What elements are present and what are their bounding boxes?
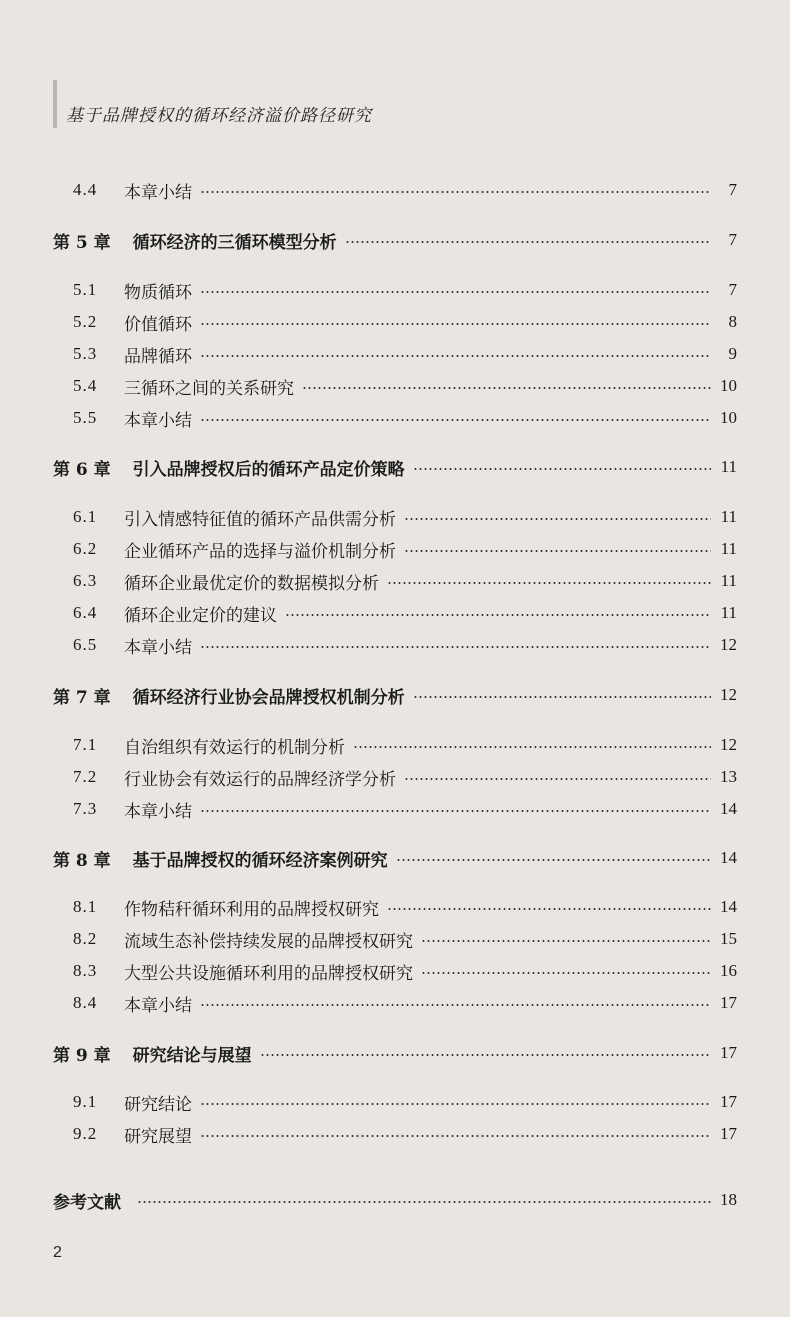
toc-title: 企业循环产品的选择与溢价机制分析 <box>124 541 396 562</box>
toc-page: 7 <box>728 230 737 249</box>
toc-entry-5-4[interactable] <box>0 372 790 400</box>
toc-chapter-5[interactable] <box>0 226 790 254</box>
toc-entry-8-3[interactable] <box>0 957 790 985</box>
leader-dots <box>421 940 711 942</box>
toc-number: 7.3 <box>73 799 98 818</box>
leader-dots <box>353 746 711 748</box>
toc-entry-5-3[interactable] <box>0 340 790 368</box>
toc-page: 11 <box>720 457 737 476</box>
toc-references[interactable] <box>0 1186 790 1214</box>
toc-title: 引入情感特征值的循环产品供需分析 <box>124 509 396 530</box>
toc-chapter-8[interactable] <box>0 844 790 872</box>
toc-entry-6-5[interactable] <box>0 631 790 659</box>
toc-number: 8.1 <box>73 897 98 916</box>
leader-dots <box>200 419 711 421</box>
toc-entry-5-1[interactable] <box>0 276 790 304</box>
toc-page: 9 <box>728 344 737 363</box>
toc-page: 12 <box>720 735 737 754</box>
toc-entry-6-3[interactable] <box>0 567 790 595</box>
toc-number: 8.3 <box>73 961 98 980</box>
toc-title: 本章小结 <box>124 801 192 822</box>
toc-page: 11 <box>720 571 737 590</box>
chapter-label: 第 9 章 <box>53 1045 111 1066</box>
toc-page: 7 <box>728 280 737 299</box>
toc-title: 行业协会有效运行的品牌经济学分析 <box>124 769 396 790</box>
toc-title: 研究展望 <box>124 1126 192 1147</box>
toc-title: 三循环之间的关系研究 <box>124 378 294 399</box>
toc-entry-6-4[interactable] <box>0 599 790 627</box>
toc-title: 循环企业定价的建议 <box>124 605 277 626</box>
leader-dots <box>413 696 711 698</box>
toc-number: 9.2 <box>73 1124 98 1143</box>
toc-page: 11 <box>720 603 737 622</box>
toc-number: 6.2 <box>73 539 98 558</box>
toc-page: 8 <box>728 312 737 331</box>
leader-dots <box>200 1004 711 1006</box>
toc-number: 7.2 <box>73 767 98 786</box>
toc-chapter-7[interactable] <box>0 681 790 709</box>
toc-entry-9-1[interactable] <box>0 1088 790 1116</box>
toc-number: 8.2 <box>73 929 98 948</box>
leader-dots <box>200 191 711 193</box>
toc-page: 11 <box>720 539 737 558</box>
toc-title: 流域生态补偿持续发展的品牌授权研究 <box>124 931 413 952</box>
toc-number: 5.5 <box>73 408 98 427</box>
toc-page: 12 <box>720 635 737 654</box>
toc-entry-6-2[interactable] <box>0 535 790 563</box>
leader-dots <box>387 908 711 910</box>
toc-number: 5.2 <box>73 312 98 331</box>
toc-title: 本章小结 <box>124 637 192 658</box>
toc-entry-8-1[interactable] <box>0 893 790 921</box>
toc-number: 6.5 <box>73 635 98 654</box>
toc-number: 6.4 <box>73 603 98 622</box>
leader-dots <box>200 1103 711 1105</box>
toc-number: 9.1 <box>73 1092 98 1111</box>
toc-chapter-9[interactable] <box>0 1039 790 1067</box>
toc-title: 作物秸秆循环利用的品牌授权研究 <box>124 899 379 920</box>
toc-number: 6.3 <box>73 571 98 590</box>
toc-entry-7-2[interactable] <box>0 763 790 791</box>
leader-dots <box>396 859 711 861</box>
leader-dots <box>413 468 711 470</box>
leader-dots <box>302 387 711 389</box>
toc-page: 13 <box>720 767 737 786</box>
chapter-label: 第 5 章 <box>53 232 111 253</box>
toc-page: 10 <box>720 408 737 427</box>
leader-dots <box>200 646 711 648</box>
leader-dots <box>200 1135 711 1137</box>
toc-title: 本章小结 <box>124 182 192 203</box>
leader-dots <box>404 778 711 780</box>
chapter-label: 第 7 章 <box>53 687 111 708</box>
toc-page: 12 <box>720 685 737 704</box>
leader-dots <box>260 1054 711 1056</box>
chapter-title: 循环经济的三循环模型分析 <box>132 232 337 253</box>
toc-number: 4.4 <box>73 180 98 199</box>
toc-title: 大型公共设施循环利用的品牌授权研究 <box>124 963 413 984</box>
toc-page: 15 <box>720 929 737 948</box>
chapter-title: 循环经济行业协会品牌授权机制分析 <box>132 687 405 708</box>
toc-title: 品牌循环 <box>124 346 192 367</box>
chapter-label: 第 6 章 <box>53 459 111 480</box>
toc-page: 17 <box>720 1043 737 1062</box>
toc-page: 17 <box>720 1124 737 1143</box>
toc-page: 17 <box>720 993 737 1012</box>
toc-page: 7 <box>728 180 737 199</box>
chapter-title: 引入品牌授权后的循环产品定价策略 <box>132 459 405 480</box>
toc-page: 18 <box>720 1190 737 1209</box>
toc-title: 循环企业最优定价的数据模拟分析 <box>124 573 379 594</box>
header-rule <box>53 80 57 128</box>
references-title: 参考文献 <box>53 1192 121 1213</box>
toc-entry-6-1[interactable] <box>0 503 790 531</box>
toc-chapter-6[interactable] <box>0 453 790 481</box>
toc-number: 5.1 <box>73 280 98 299</box>
leader-dots <box>387 582 711 584</box>
toc-number: 6.1 <box>73 507 98 526</box>
chapter-title: 基于品牌授权的循环经济案例研究 <box>132 850 388 871</box>
toc-page: 14 <box>720 897 737 916</box>
toc-number: 7.1 <box>73 735 98 754</box>
toc-title: 本章小结 <box>124 410 192 431</box>
toc-number: 8.4 <box>73 993 98 1012</box>
leader-dots <box>285 614 711 616</box>
toc-entry-4-4[interactable] <box>0 176 790 204</box>
toc-title: 价值循环 <box>124 314 192 335</box>
toc-entry-9-2[interactable] <box>0 1120 790 1148</box>
toc-number: 5.3 <box>73 344 98 363</box>
toc-title: 自治组织有效运行的机制分析 <box>124 737 345 758</box>
toc-title: 研究结论 <box>124 1094 192 1115</box>
page-number: 2 <box>53 1244 62 1261</box>
toc-page: 10 <box>720 376 737 395</box>
leader-dots <box>404 550 711 552</box>
leader-dots <box>200 810 711 812</box>
toc-entry-7-3[interactable] <box>0 795 790 823</box>
leader-dots <box>137 1201 711 1203</box>
toc-page: 14 <box>720 799 737 818</box>
toc-number: 5.4 <box>73 376 98 395</box>
toc-entry-8-4[interactable] <box>0 989 790 1017</box>
leader-dots <box>345 241 711 243</box>
chapter-label: 第 8 章 <box>53 850 111 871</box>
toc-entry-5-2[interactable] <box>0 308 790 336</box>
leader-dots <box>200 355 711 357</box>
toc-page: 11 <box>720 507 737 526</box>
leader-dots <box>200 323 711 325</box>
toc-entry-5-5[interactable] <box>0 404 790 432</box>
toc-title: 物质循环 <box>124 282 192 303</box>
toc-page: 17 <box>720 1092 737 1111</box>
toc-page: 16 <box>720 961 737 980</box>
leader-dots <box>421 972 711 974</box>
chapter-title: 研究结论与展望 <box>132 1045 252 1066</box>
running-header-title: 基于品牌授权的循环经济溢价路径研究 <box>66 106 372 126</box>
leader-dots <box>200 291 711 293</box>
toc-entry-7-1[interactable] <box>0 731 790 759</box>
toc-page: 14 <box>720 848 737 867</box>
toc-entry-8-2[interactable] <box>0 925 790 953</box>
toc-title: 本章小结 <box>124 995 192 1016</box>
leader-dots <box>404 518 711 520</box>
